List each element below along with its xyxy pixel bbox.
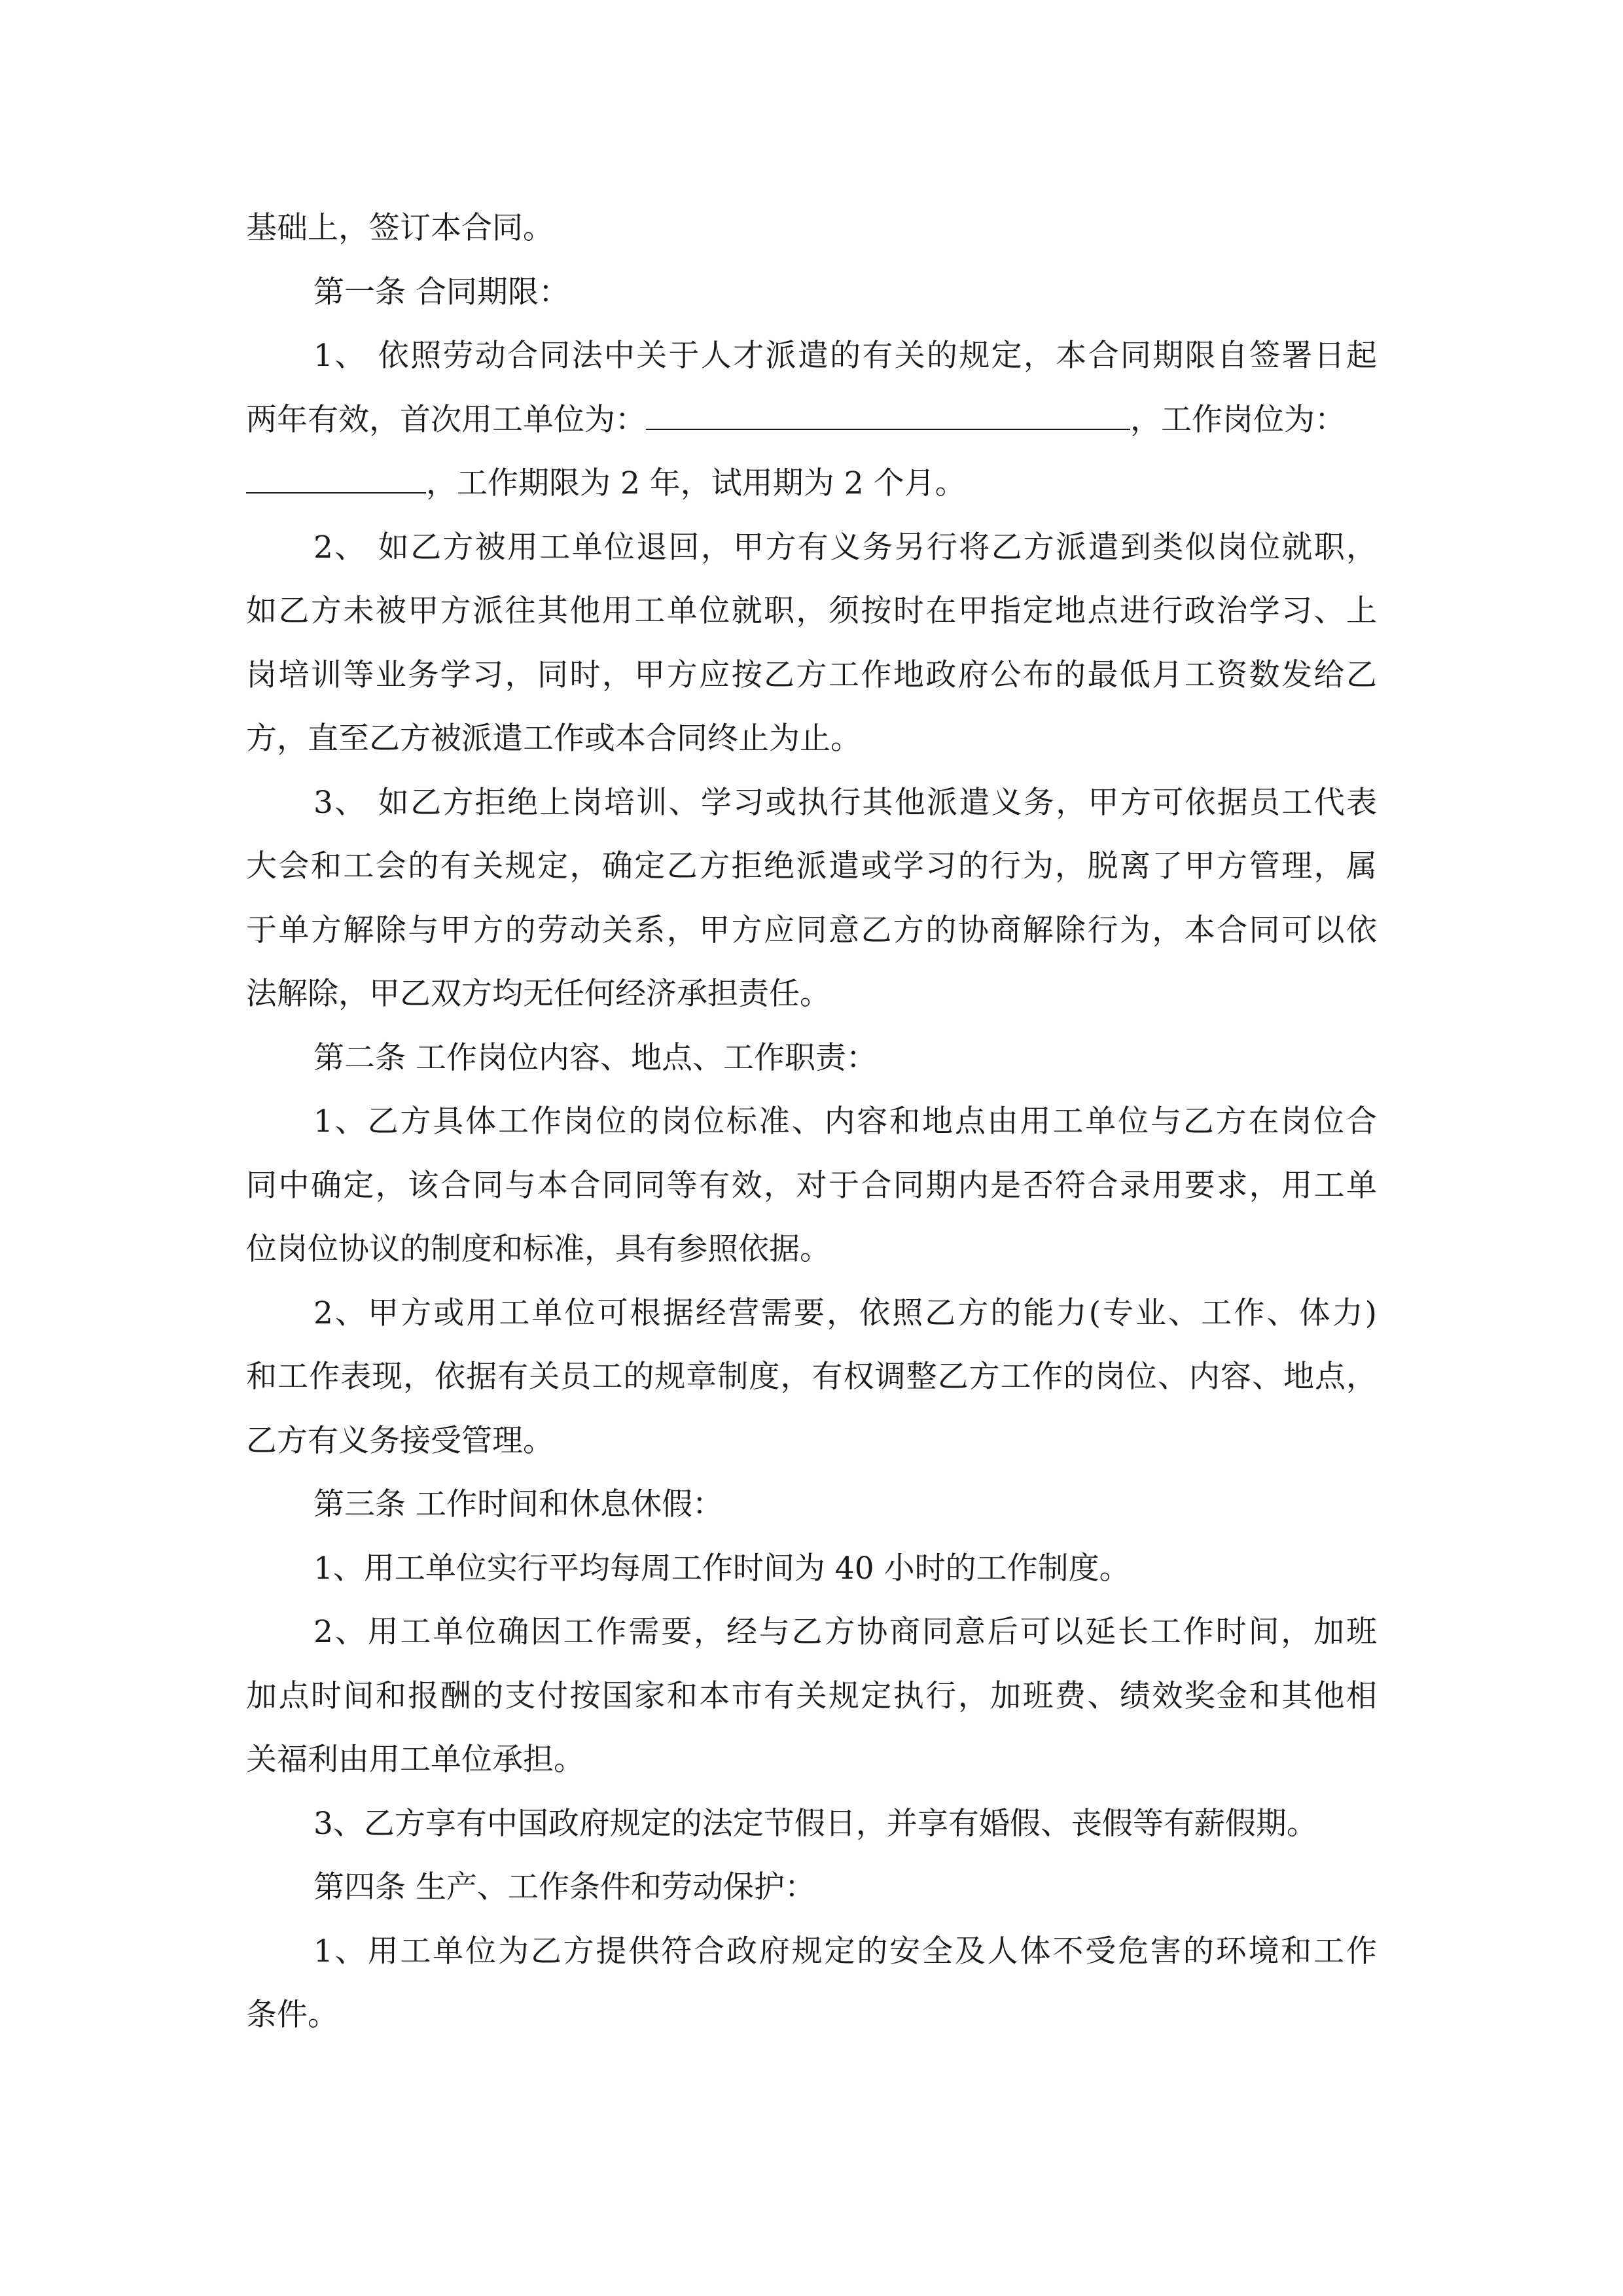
paragraph-line: 3、乙方享有中国政府规定的法定节假日，并享有婚假、丧假等有薪假期。 [313,1805,1317,1842]
paragraph-line: 位岗位协议的制度和标准，具有参照依据。 [246,1231,830,1267]
article-heading: 第一条 合同期限： [313,274,569,310]
paragraph-line: 条件。 [246,1997,338,2033]
paragraph-line: 同中确定，该合同与本合同同等有效，对于合同期内是否符合录用要求，用工单 [246,1167,1377,1204]
paragraph-line: 如乙方未被甲方派往其他用工单位就职，须按时在甲指定地点进行政治学习、上 [246,593,1377,629]
paragraph-line: 关福利由用工单位承担。 [246,1742,584,1778]
first-employer-label: 两年有效，首次用工单位为： [246,401,646,438]
paragraph-line: 1、乙方具体工作岗位的岗位标准、内容和地点由用工单位与乙方在岗位合 [313,1103,1377,1139]
paragraph-line-with-blank [246,452,1377,516]
paragraph-line: 岗培训等业务学习，同时，甲方应按乙方工作地政府公布的最低月工资数发给乙 [246,656,1377,693]
paragraph-line: 方，直至乙方被派遣工作或本合同终止为止。 [246,721,861,757]
paragraph-line: 和工作表现，依据有关员工的规章制度，有权调整乙方工作的岗位、内容、地点， [246,1359,1377,1395]
paragraph-line: 加点时间和报酬的支付按国家和本市有关规定执行，加班费、绩效奖金和其他相 [246,1677,1377,1714]
paragraph-line: 乙方有义务接受管理。 [246,1422,554,1459]
paragraph-line: 2、甲方或用工单位可根据经营需要，依照乙方的能力(专业、工作、体力) [313,1295,1377,1331]
paragraph-line-with-blank [246,388,1377,452]
paragraph-line: 1、用工单位为乙方提供符合政府规定的安全及人体不受危害的环境和工作 [313,1933,1377,1969]
paragraph-line: 法解除，甲乙双方均无任何经济承担责任。 [246,976,830,1012]
paragraph-line: 于单方解除与甲方的劳动关系，甲方应同意乙方的协商解除行为，本合同可以依 [246,912,1377,948]
contract-body [246,196,1377,2047]
paragraph-line: 1、 依照劳动合同法中关于人才派遣的有关的规定，本合同期限自签署日起 [313,338,1377,374]
paragraph-line: 2、用工单位确因工作需要，经与乙方协商同意后可以延长工作时间，加班 [313,1614,1377,1650]
paragraph-line: 大会和工会的有关规定，确定乙方拒绝派遣或学习的行为，脱离了甲方管理，属 [246,848,1377,884]
paragraph-line: 2、 如乙方被用工单位退回，甲方有义务另行将乙方派遣到类似岗位就职， [313,529,1377,565]
position-label: ，工作岗位为： [1130,401,1346,438]
article-heading: 第四条 生产、工作条件和劳动保护： [313,1869,815,1905]
first-employer-blank [646,403,1130,430]
position-blank [246,466,426,493]
paragraph-line: 基础上，签订本合同。 [246,210,554,246]
term-text: ，工作期限为 2 年，试用期为 2 个月。 [426,465,966,501]
paragraph-line: 3、 如乙方拒绝上岗培训、学习或执行其他派遣义务，甲方可依据员工代表 [313,784,1377,821]
article-heading: 第二条 工作岗位内容、地点、工作职责： [313,1039,877,1076]
paragraph-line: 1、用工单位实行平均每周工作时间为 40 小时的工作制度。 [313,1550,1130,1587]
article-heading: 第三条 工作时间和休息休假： [313,1486,723,1522]
